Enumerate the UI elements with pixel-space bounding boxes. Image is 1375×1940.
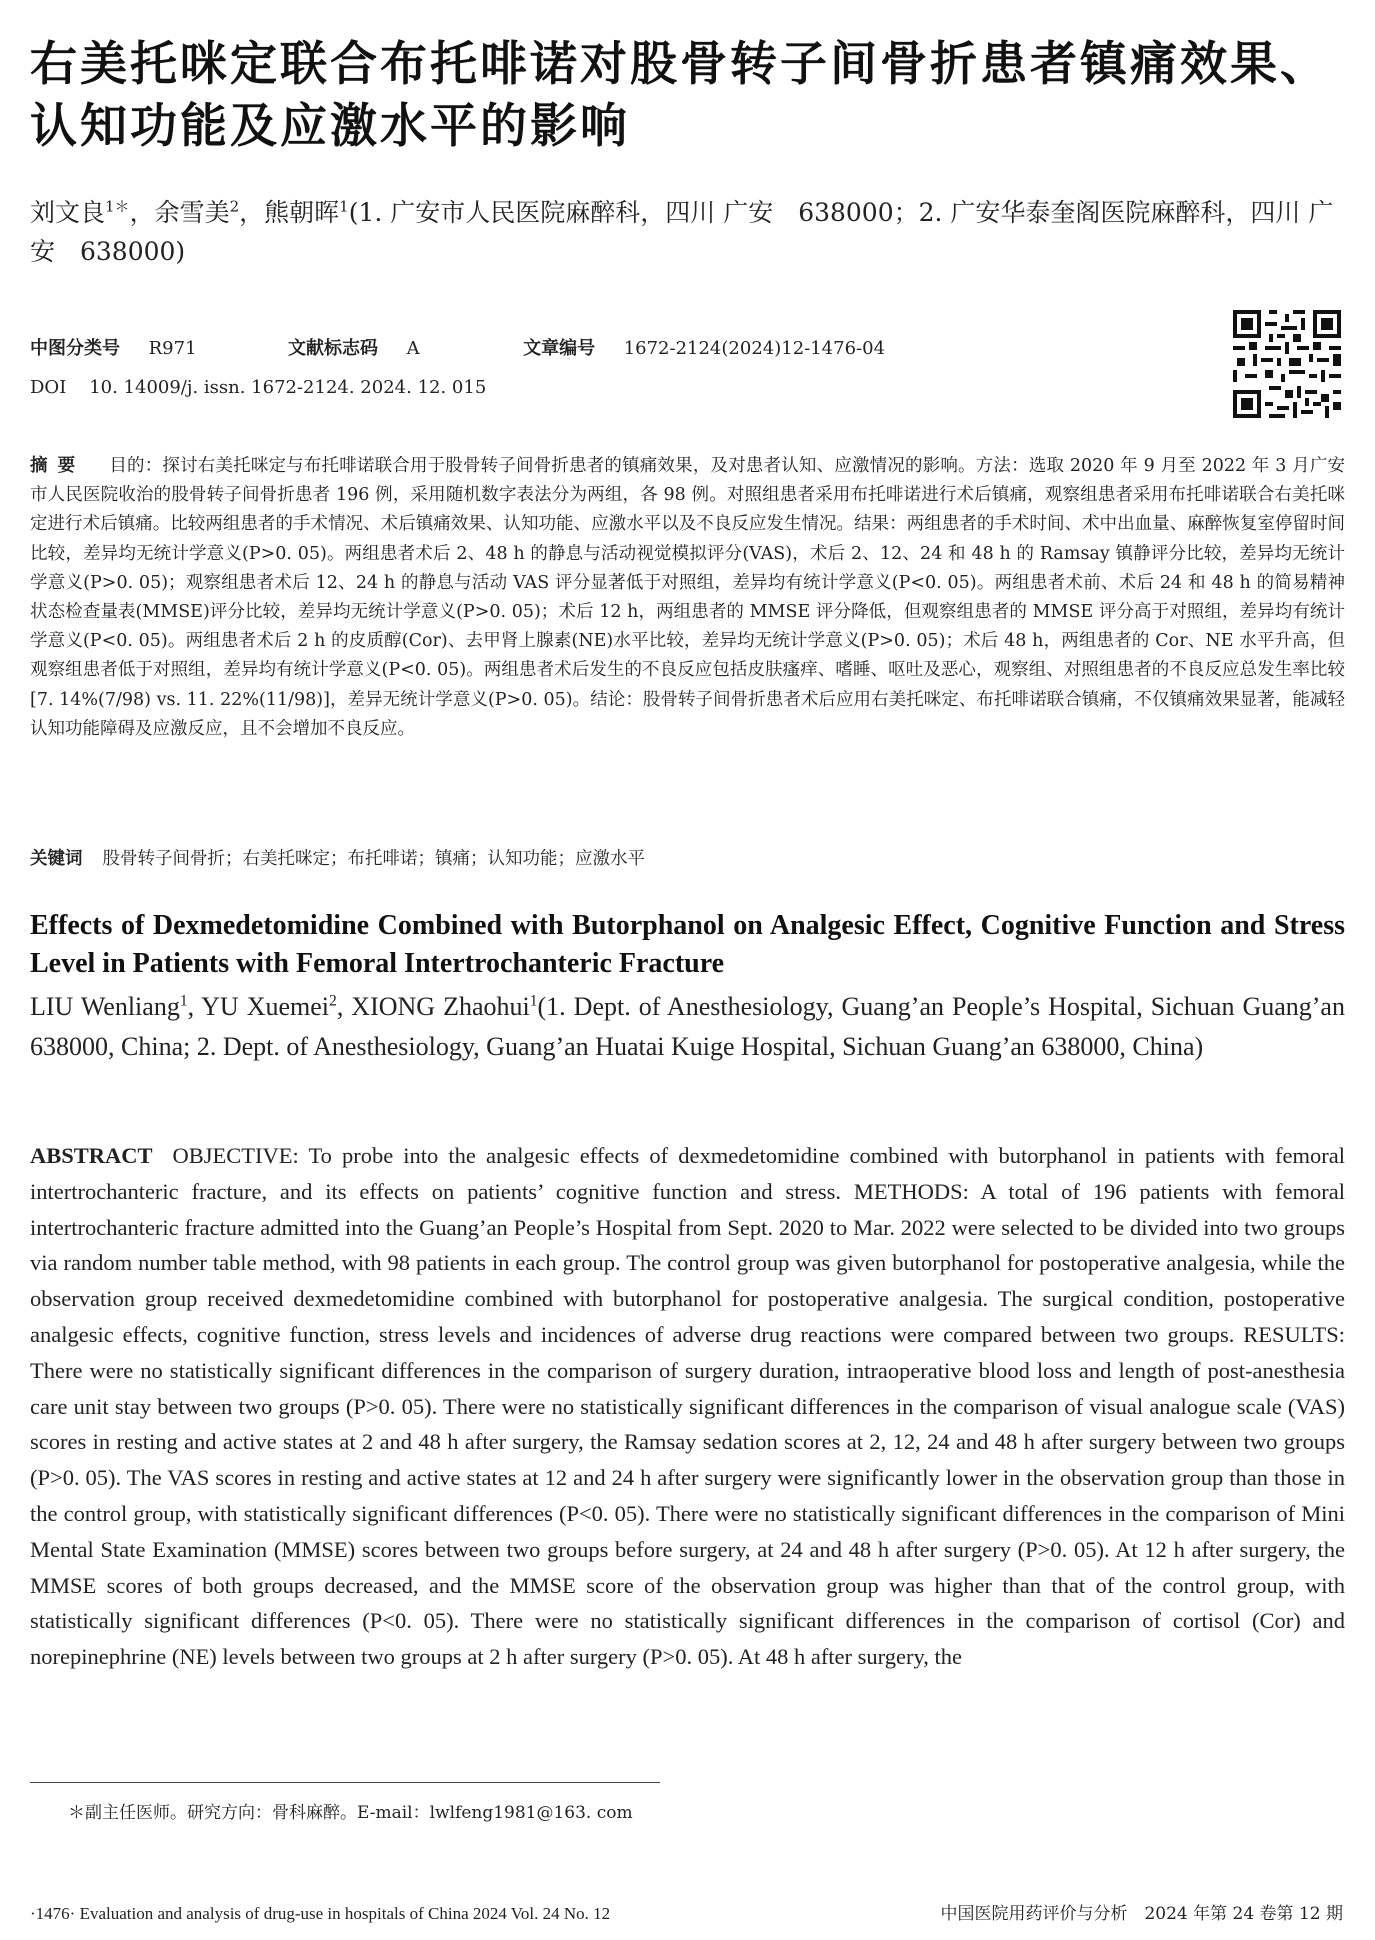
author-name: ，熊朝晖	[239, 198, 340, 227]
clc-value: R971	[148, 338, 197, 359]
qr-code-icon[interactable]	[1233, 310, 1341, 418]
affiliations-en: (1. Dept. of Anesthesiology, Guang’an People’s Hospital, Sichuan Guang’an 638000, China; 2. Dept. of Anesthesiology, Guang’an Huatai Kuige Hospital, Sichuan Guang’an 638000, China)	[30, 992, 1345, 1061]
keywords-cn-text: 股骨转子间骨折；右美托咪定；布托啡诺；镇痛；认知功能；应激水平	[102, 849, 645, 869]
abstract-en	[30, 1138, 1345, 1675]
abstract-en-text: OBJECTIVE: To probe into the analgesic effects of dexmedetomidine combined with butorphanol in patients with femoral intertrochanteric fracture, and its effects on patients’ cognitive function and stress. METHODS: A total of 196 patients with femoral intertrochanteric fracture admitted into the Guang’an People’s Hospital from Sept. 2020 to Mar. 2022 were selected to be divided into two groups via random number table method, with 98 patients in each group. The control group was given butorphanol for postoperative analgesia, while the observation group received dexmedetomidine combined with butorphanol for postoperative analgesia. The surgical condition, postoperative analgesic effects, cognitive function, stress levels and incidences of adverse drug reactions were compared between two groups. RESULTS: There were no statistically significant differences in the comparison of surgery duration, intraoperative blood loss and length of post-anesthesia care unit stay between two groups (P>0. 05). There were no statistically significant differences in the comparison of visual analogue scale (VAS) scores in resting and active states at 2 and 48 h after surgery, the Ramsay sedation scores at 2, 12, 24 and 48 h after surgery between two groups (P>0. 05). The VAS scores in resting and active states at 12 and 24 h after surgery were significantly lower in the observation group than those in the control group, with statistically significant differences (P<0. 05). There were no statistically significant differences in the comparison of Mini Mental State Examination (MMSE) scores between two groups before surgery, at 24 and 48 h after surgery (P>0. 05). At 12 h after surgery, the MMSE scores of both groups decreased, and the MMSE score of the observation group was higher than that of the control group, with statistically significant differences (P<0. 05). There were no statistically significant differences in the comparison of cortisol (Cor) and norepinephrine (NE) levels between two groups at 2 h after surgery (P>0. 05). At 48 h after surgery, the	[30, 1143, 1345, 1670]
author-affiliation-mark: 2	[329, 992, 337, 1010]
doi	[30, 375, 486, 401]
keywords-cn-label: 关键词	[30, 849, 83, 869]
affiliations-cn: (1. 广安市人民医院麻醉科，四川 广安 638000；2. 广安华泰奎阁医院麻醉科，四川 广安 638000)	[30, 198, 1334, 266]
author-affiliation-mark: 2	[229, 197, 240, 216]
doc-code-label: 文献标志码	[288, 338, 378, 359]
author-affiliation-mark: 1	[339, 197, 349, 216]
author-affiliation-mark: 1	[179, 992, 188, 1010]
keywords-cn	[30, 845, 1345, 873]
footer-journal-cn: 中国医院用药评价与分析 2024 年第 24 卷第 12 期	[940, 1904, 1343, 1924]
author-affiliation-mark: 1＊	[105, 197, 130, 216]
article-title-en: Effects of Dexmedetomidine Combined with Butorphanol on Analgesic Effect, Cognitive Function and Stress Level in Patients with Femoral Intertrochanteric Fracture	[30, 910, 1345, 979]
footer-journal-en: ·1476· Evaluation and analysis of drug-use in hospitals of China 2024 Vol. 24 No. 12	[30, 1904, 611, 1923]
author-affiliation-mark: 1	[529, 992, 538, 1010]
footnote-divider	[30, 1782, 660, 1783]
doi-value[interactable]: 10. 14009/j. issn. 1672-2124. 2024. 12. 015	[89, 377, 487, 398]
author-name: LIU Wenliang	[30, 992, 180, 1021]
author-name: , XIONG Zhaohui	[336, 992, 530, 1021]
abstract-cn	[30, 452, 1345, 744]
article-metadata	[30, 336, 1210, 362]
article-title-cn: 右美托咪定联合布托啡诺对股骨转子间骨折患者镇痛效果、认知功能及应激水平的影响	[30, 37, 1330, 154]
authors-en	[30, 987, 1345, 1067]
author-name: , YU Xuemei	[187, 992, 330, 1021]
abstract-en-label: ABSTRACT	[30, 1143, 153, 1168]
doc-code-value: A	[406, 338, 420, 359]
authors-cn	[30, 193, 1350, 271]
author-name: 刘文良	[30, 198, 106, 227]
author-footnote: ＊副主任医师。研究方向：骨科麻醉。E-mail：lwlfeng1981@163. com	[68, 1803, 633, 1823]
clc-label: 中图分类号	[30, 338, 120, 359]
abstract-cn-text: 目的：探讨右美托咪定与布托啡诺联合用于股骨转子间骨折患者的镇痛效果，及对患者认知、应激情况的影响。方法：选取 2020 年 9 月至 2022 年 3 月广安市人民医院收治的股骨转子间骨折患者 196 例，采用随机数字表法分为两组，各 98 例。对照组患者采用布托啡诺进行术后镇痛，观察组患者采用布托啡诺联合右美托咪定进行术后镇痛。比较两组患者的手术情况、术后镇痛效果、认知功能、应激水平以及不良反应发生情况。结果：两组患者的手术时间、术中出血量、麻醉恢复室停留时间比较，差异均无统计学意义(P>0. 05)。两组患者术后 2、48 h 的静息与活动视觉模拟评分(VAS)，术后 2、12、24 和 48 h 的 Ramsay 镇静评分比较，差异均无统计学意义(P>0. 05)；观察组患者术后 12、24 h 的静息与活动 VAS 评分显著低于对照组，差异均有统计学意义(P<0. 05)。两组患者术前、术后 24 和 48 h 的简易精神状态检查量表(MMSE)评分比较，差异均无统计学意义(P>0. 05)；术后 12 h，两组患者的 MMSE 评分降低，但观察组患者的 MMSE 评分高于对照组，差异均有统计学意义(P<0. 05)。两组患者术后 2 h 的皮质醇(Cor)、去甲肾上腺素(NE)水平比较，差异均无统计学意义(P>0. 05)；术后 48 h，两组患者的 Cor、NE 水平升高，但观察组患者低于对照组，差异均有统计学意义(P<0. 05)。两组患者术后发生的不良反应包括皮肤瘙痒、嗜睡、呕吐及恶心，观察组、对照组患者的不良反应总发生率比较[7. 14%(7/98) vs. 11. 22%(11/98)]，差异无统计学意义(P>0. 05)。结论：股骨转子间骨折患者术后应用右美托咪定、布托啡诺联合镇痛，不仅镇痛效果显著，能减轻认知功能障碍及应激反应，且不会增加不良反应。	[30, 456, 1346, 739]
doi-label: DOI	[30, 377, 67, 398]
abstract-cn-label: 摘要	[30, 456, 86, 476]
article-number-value: 1672-2124(2024)12-1476-04	[623, 338, 886, 359]
author-name: ，余雪美	[129, 198, 230, 227]
article-number-label: 文章编号	[523, 338, 596, 359]
